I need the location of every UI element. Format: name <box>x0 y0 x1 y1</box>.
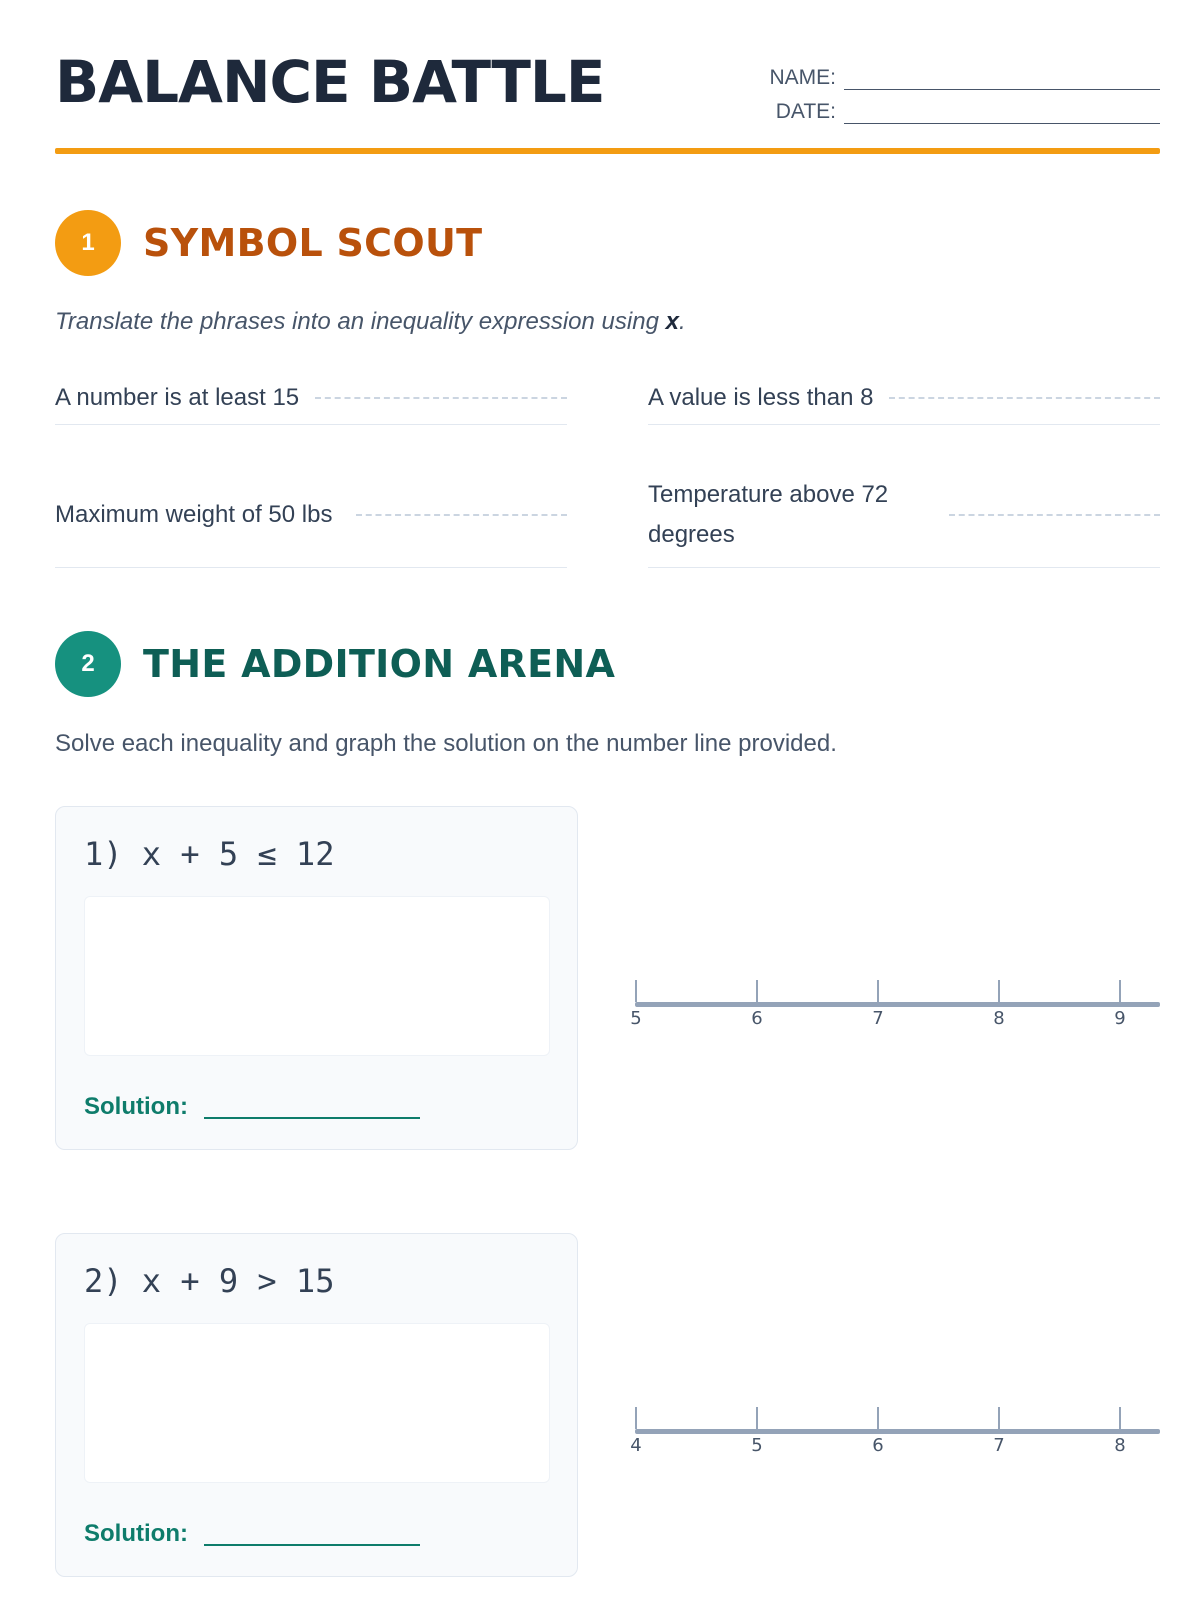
number-line-tick <box>756 1407 758 1429</box>
answer-blank[interactable] <box>949 514 1160 516</box>
problem-equation: 1) x + 5 ≤ 12 <box>84 835 335 873</box>
number-line-tick <box>756 980 758 1002</box>
number-line-axis <box>635 1429 1160 1434</box>
instruction-text: Translate the phrases into an inequality expression using <box>55 308 659 335</box>
number-line-label: 5 <box>751 1435 763 1456</box>
problem-equation: 2) x + 9 > 15 <box>84 1262 335 1300</box>
solution-label: Solution: <box>84 1093 188 1120</box>
number-line-label: 5 <box>630 1008 642 1029</box>
number-line-label: 8 <box>1114 1435 1126 1456</box>
number-line-label: 6 <box>872 1435 884 1456</box>
section-1-heading <box>55 210 482 276</box>
translate-phrase: A value is less than 8 <box>648 384 874 411</box>
translate-item <box>648 463 1160 568</box>
number-line-tick <box>998 1407 1000 1429</box>
number-line-axis <box>635 1002 1160 1007</box>
section-2-title: THE ADDITION ARENA <box>143 642 616 686</box>
number-line-label: 7 <box>993 1435 1005 1456</box>
date-label: DATE: <box>775 100 836 123</box>
number-line-tick <box>877 980 879 1002</box>
number-line-tick <box>1119 980 1121 1002</box>
number-line-tick <box>635 1407 637 1429</box>
section-2-heading <box>55 631 615 697</box>
student-info <box>720 56 1160 124</box>
translate-phrase: Maximum weight of 50 lbs <box>55 501 333 528</box>
number-line-label: 9 <box>1114 1008 1126 1029</box>
work-area[interactable] <box>84 896 550 1056</box>
worksheet-title: BALANCE BATTLE <box>55 48 605 116</box>
translate-phrase: Temperature above 72 degrees <box>648 481 889 548</box>
number-line-tick <box>635 980 637 1002</box>
translate-item <box>55 372 567 425</box>
problem-card-2 <box>55 1233 578 1577</box>
header-divider <box>55 148 1160 154</box>
number-line-1[interactable] <box>630 980 1160 1040</box>
section-1-instruction <box>55 308 686 336</box>
solution-field[interactable] <box>204 1117 420 1119</box>
instruction-variable: x <box>665 308 679 335</box>
number-line-label: 7 <box>872 1008 884 1029</box>
translate-items <box>55 372 1160 568</box>
translate-phrase: A number is at least 15 <box>55 384 300 411</box>
name-row <box>720 56 1160 90</box>
number-line-tick <box>1119 1407 1121 1429</box>
number-line-label: 6 <box>751 1008 763 1029</box>
name-field[interactable] <box>844 65 1160 90</box>
work-area[interactable] <box>84 1323 550 1483</box>
translate-item <box>648 372 1160 425</box>
number-line-label: 8 <box>993 1008 1005 1029</box>
section-1-number-badge: 1 <box>55 210 121 276</box>
section-1-title: SYMBOL SCOUT <box>143 221 483 265</box>
number-line-tick <box>877 1407 879 1429</box>
instruction-period: . <box>678 308 686 335</box>
section-2-instruction: Solve each inequality and graph the solution on the number line provided. <box>55 730 837 757</box>
name-label: NAME: <box>769 66 836 89</box>
translate-item <box>55 463 567 568</box>
number-line-tick <box>998 980 1000 1002</box>
solution-field[interactable] <box>204 1544 420 1546</box>
number-line-label: 4 <box>630 1435 642 1456</box>
date-row <box>720 90 1160 124</box>
section-2-number-badge: 2 <box>55 631 121 697</box>
answer-blank[interactable] <box>356 514 567 516</box>
number-line-2[interactable] <box>630 1407 1160 1467</box>
answer-blank[interactable] <box>315 397 567 399</box>
date-field[interactable] <box>844 99 1160 124</box>
answer-blank[interactable] <box>889 397 1160 399</box>
problem-card-1 <box>55 806 578 1150</box>
solution-label: Solution: <box>84 1520 188 1547</box>
